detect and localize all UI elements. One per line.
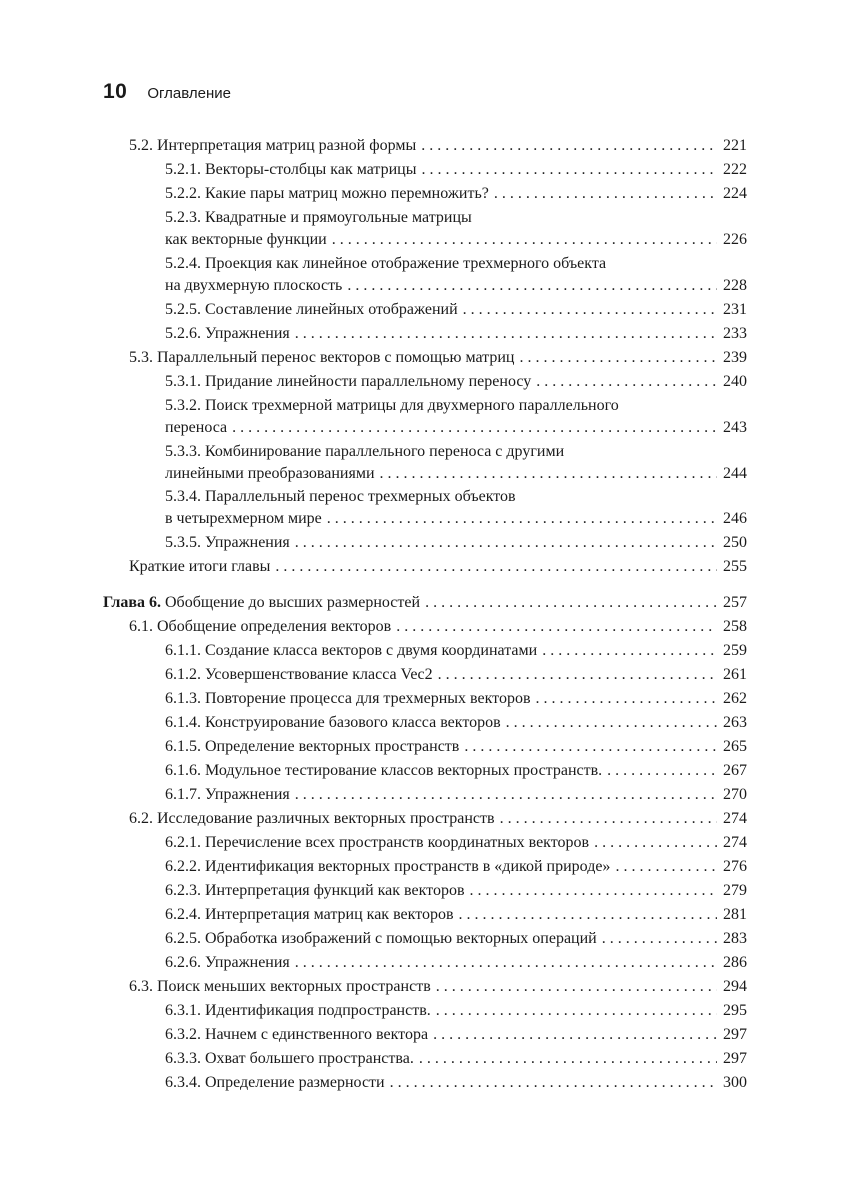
toc-page: 294	[723, 978, 747, 995]
leader-dots	[327, 508, 717, 530]
toc-page: 246	[723, 510, 747, 527]
toc-page: 255	[723, 558, 747, 575]
leader-dots	[494, 183, 717, 205]
toc-entry[interactable]: 6.3. Поиск меньших векторных пространств . . . 294	[129, 976, 747, 998]
leader-dots	[607, 760, 717, 782]
leader-dots	[380, 463, 717, 485]
toc-entry[interactable]: на двухмерную плоскость . . . 228	[165, 275, 747, 297]
toc-page: 281	[723, 906, 747, 923]
toc-page: 300	[723, 1074, 747, 1091]
toc-entry[interactable]: 5.2. Интерпретация матриц разной формы . . . 221	[129, 135, 747, 157]
toc-page: 250	[723, 534, 747, 551]
leader-dots	[464, 736, 717, 758]
toc-entry[interactable]: 5.2.6. Упражнения . . . 233	[165, 323, 747, 345]
leader-dots	[463, 299, 717, 321]
chapter-label: Глава 6.	[103, 594, 161, 611]
toc-entry-line1[interactable]: 5.3.3. Комбинирование параллельного переноса с другими	[165, 443, 565, 460]
toc-page: 297	[723, 1050, 747, 1067]
toc-page: 274	[723, 810, 747, 827]
toc-entry-line1[interactable]: 5.3.2. Поиск трехмерной матрицы для двухмерного параллельного	[165, 397, 619, 414]
toc-page: 258	[723, 618, 747, 635]
toc-page: 239	[723, 349, 747, 366]
toc-page: 295	[723, 1002, 747, 1019]
leader-dots	[232, 417, 717, 439]
toc-entry[interactable]: 5.2.5. Составление линейных отображений . . . 231	[165, 299, 747, 321]
leader-dots	[396, 616, 717, 638]
leader-dots	[275, 556, 717, 578]
toc-page: 263	[723, 714, 747, 731]
toc-entry[interactable]: Краткие итоги главы . . . 255	[129, 556, 747, 578]
toc-page: 279	[723, 882, 747, 899]
toc-entry[interactable]: 6.2.2. Идентификация векторных пространств в «дикой природе» . . . 276	[165, 856, 747, 878]
leader-dots	[519, 347, 717, 369]
toc-entry[interactable]: 6.1.5. Определение векторных пространств . . . 265	[165, 736, 747, 758]
toc-page: 231	[723, 301, 747, 318]
toc-page: 297	[723, 1026, 747, 1043]
leader-dots	[536, 371, 717, 393]
leader-dots	[470, 880, 717, 902]
toc-entry[interactable]: линейными преобразованиями . . . 244	[165, 463, 747, 485]
leader-dots	[436, 1000, 717, 1022]
toc-entry[interactable]: 6.3.1. Идентификация подпространств. . . . 295	[165, 1000, 747, 1022]
toc-page: 221	[723, 137, 747, 154]
toc-entry[interactable]: 6.3.4. Определение размерности . . . 300	[165, 1072, 747, 1094]
leader-dots	[436, 976, 717, 998]
leader-dots	[438, 664, 717, 686]
toc-entry[interactable]: 6.1.4. Конструирование базового класса векторов . . . 263	[165, 712, 747, 734]
toc-page: 257	[723, 594, 747, 611]
toc-entry[interactable]: 5.2.2. Какие пары матриц можно перемножить? . . . 224	[165, 183, 747, 205]
toc-entry[interactable]: 6.2.6. Упражнения . . . 286	[165, 952, 747, 974]
leader-dots	[433, 1024, 717, 1046]
toc-entry[interactable]: 6.1. Обобщение определения векторов . . . 258	[129, 616, 747, 638]
toc-entry-line1[interactable]: 5.3.4. Параллельный перенос трехмерных объектов	[165, 488, 516, 505]
toc-chapter-entry[interactable]: Глава 6. Обобщение до высших размерностей . . . 257	[103, 592, 747, 614]
leader-dots	[421, 135, 717, 157]
toc-entry[interactable]: 5.3. Параллельный перенос векторов с помощью матриц . . . 239	[129, 347, 747, 369]
toc-entry[interactable]: 6.1.2. Усовершенствование класса Vec2 . . . 261	[165, 664, 747, 686]
toc-entry[interactable]: 5.2.1. Векторы-столбцы как матрицы . . . 222	[165, 159, 747, 181]
toc-entry[interactable]: 6.2.4. Интерпретация матриц как векторов . . . 281	[165, 904, 747, 926]
leader-dots	[295, 323, 717, 345]
toc-page: 259	[723, 642, 747, 659]
toc-page: 267	[723, 762, 747, 779]
leader-dots	[615, 856, 717, 878]
toc-page: 270	[723, 786, 747, 803]
toc-page: 276	[723, 858, 747, 875]
leader-dots	[347, 275, 717, 297]
toc-page: 243	[723, 419, 747, 436]
toc-entry[interactable]: переноса . . . 243	[165, 417, 747, 439]
running-title: Оглавление	[147, 85, 231, 102]
toc-entry[interactable]: 5.3.5. Упражнения . . . 250	[165, 532, 747, 554]
leader-dots	[295, 952, 717, 974]
leader-dots	[500, 808, 717, 830]
toc-page: 244	[723, 465, 747, 482]
leader-dots	[602, 928, 717, 950]
toc-entry[interactable]: 6.2.5. Обработка изображений с помощью векторных операций . . . 283	[165, 928, 747, 950]
toc-page: 274	[723, 834, 747, 851]
leader-dots	[459, 904, 717, 926]
leader-dots	[390, 1072, 717, 1094]
leader-dots	[421, 159, 717, 181]
toc-page: 286	[723, 954, 747, 971]
toc-page: 233	[723, 325, 747, 342]
toc-entry[interactable]: 6.1.1. Создание класса векторов с двумя координатами . . . 259	[165, 640, 747, 662]
leader-dots	[332, 229, 717, 251]
page-number: 10	[103, 80, 128, 103]
toc-page: 224	[723, 185, 747, 202]
toc-page: 240	[723, 373, 747, 390]
toc-entry[interactable]: 6.1.6. Модульное тестирование классов векторных пространств. . . . 267	[165, 760, 747, 782]
leader-dots	[295, 532, 717, 554]
leader-dots	[419, 1048, 717, 1070]
toc-entry-line1[interactable]: 5.2.4. Проекция как линейное отображение трехмерного объекта	[165, 255, 607, 272]
leader-dots	[594, 832, 717, 854]
toc-entry[interactable]: как векторные функции . . . 226	[165, 229, 747, 251]
toc-page: 262	[723, 690, 747, 707]
toc-entry-line1[interactable]: 5.2.3. Квадратные и прямоугольные матрицы	[165, 209, 472, 226]
toc-page: 283	[723, 930, 747, 947]
toc-entry[interactable]: 6.3.3. Охват большего пространства. . . . 297	[165, 1048, 747, 1070]
toc-entry[interactable]: 6.2.1. Перечисление всех пространств координатных векторов . . . 274	[165, 832, 747, 854]
leader-dots	[425, 592, 717, 614]
toc-entry[interactable]: в четырехмерном мире . . . 246	[165, 508, 747, 530]
leader-dots	[536, 688, 717, 710]
toc-entry[interactable]: 6.2. Исследование различных векторных пространств . . . 274	[129, 808, 747, 830]
toc-page: 226	[723, 231, 747, 248]
leader-dots	[542, 640, 717, 662]
toc-entry[interactable]: 5.3.1. Придание линейности параллельному переносу . . . 240	[165, 371, 747, 393]
toc-page: 222	[723, 161, 747, 178]
toc-entry[interactable]: 6.1.3. Повторение процесса для трехмерных векторов . . . 262	[165, 688, 747, 710]
toc-entry[interactable]: 6.3.2. Начнем с единственного вектора . . . 297	[165, 1024, 747, 1046]
leader-dots	[295, 784, 717, 806]
toc-page: 228	[723, 277, 747, 294]
toc-entry[interactable]: 6.1.7. Упражнения . . . 270	[165, 784, 747, 806]
toc-page: 265	[723, 738, 747, 755]
leader-dots	[506, 712, 717, 734]
toc-page: 261	[723, 666, 747, 683]
toc-entry[interactable]: 6.2.3. Интерпретация функций как векторов . . . 279	[165, 880, 747, 902]
